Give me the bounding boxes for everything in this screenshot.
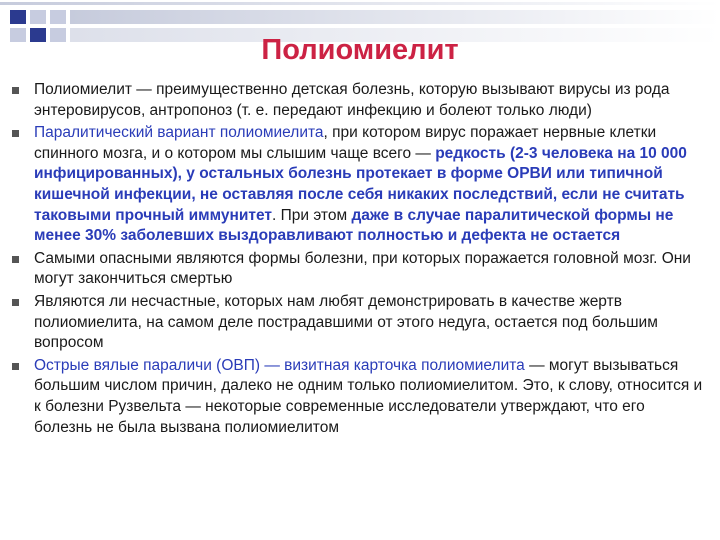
bullet-text-segment: Острые вялые параличи (ОВП) — визитная карточка полиомиелита xyxy=(34,356,525,374)
bullet-text-segment: Полиомиелит — преимущественно детская болезнь, которую вызывают вирусы из рода энтеровирусов, антропоноз (т. е. передают инфекцию и болеют только люди) xyxy=(34,81,670,119)
bullet-text-segment: Паралитический вариант полиомиелита xyxy=(34,124,324,142)
square-bullet-icon xyxy=(12,130,19,137)
bullet-text-segment: — могут вызываться большим числом причин, далеко не одним только полиомиелитом. Это, к слову, относится и к болезни Рузвельта — некоторые современные исследователи утверждают, что его болезнь не была вызвана полиомиелитом xyxy=(34,356,703,436)
square-bullet-icon xyxy=(12,363,19,370)
bullet-text-segment: . При этом xyxy=(272,206,352,224)
square-bullet-icon xyxy=(12,256,19,263)
bullet-text-segment: даже в случае паралитической формы не менее 30% заболевших выздоравливают полностью и дефекта не остается xyxy=(34,206,674,245)
bullet-item xyxy=(0,123,705,247)
square-bullet-icon xyxy=(12,87,19,94)
bullet-item xyxy=(0,292,705,354)
bullet-list xyxy=(0,80,705,440)
bullet-text-segment: Самыми опасными являются формы болезни, при которых поражается головной мозг. Они могут закончиться смертью xyxy=(34,249,691,288)
bullet-item xyxy=(0,80,705,121)
square-bullet-icon xyxy=(12,299,19,306)
bullet-item xyxy=(0,356,705,438)
bullet-item xyxy=(0,249,705,290)
bullet-text-segment: редкость (2-3 человека на 10 000 инфицированных), у остальных болезнь протекает в форме ОРВИ или типичной кишечной инфекции, не оставляя после себя никаких последствий, если не считать таковыми прочный иммунитет xyxy=(34,144,687,224)
bullet-text-segment: Являются ли несчастные, которых нам любят демонстрировать в качестве жертв полиомиелита, на самом деле пострадавшими от этого недуга, остается под большим вопросом xyxy=(34,292,658,352)
page-title: Полиомиелит xyxy=(261,34,459,66)
bullet-text-segment: , при котором вирус поражает нервные клетки спинного мозга, и о котором мы слышим чаще всего — xyxy=(34,124,657,162)
